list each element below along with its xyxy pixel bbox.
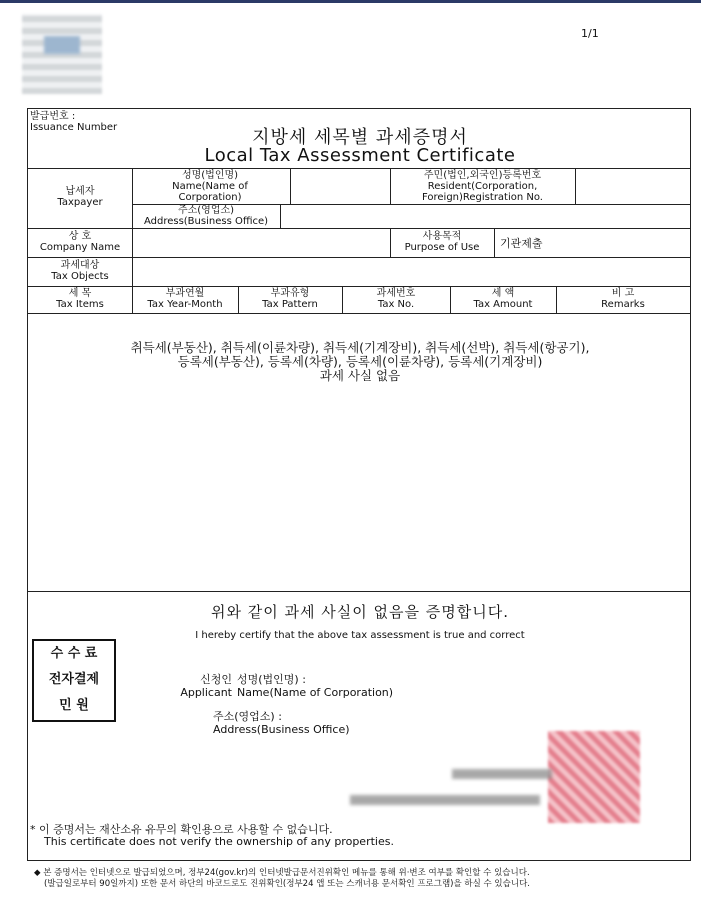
col-en: Tax Items <box>56 299 104 310</box>
company-label-ko: 상 호 <box>68 231 92 242</box>
col-en: Tax Pattern <box>262 299 318 310</box>
official-seal <box>548 731 640 823</box>
address-label-ko: 주소(영업소) <box>177 205 235 216</box>
note-ko: * 이 증명서는 재산소유 유무의 확인용으로 사용할 수 없습니다. <box>30 823 333 836</box>
certify-statement-en: I hereby certify that the above tax assessment is true and correct <box>195 630 525 641</box>
page-number: 1/1 <box>581 27 599 40</box>
registration-label-ko: 주민(법인,외국인)등록번호 <box>423 170 542 181</box>
column-header-tax-pattern <box>238 288 342 310</box>
row-divider <box>28 228 690 229</box>
verification-footer <box>34 868 530 890</box>
company-label-en: Company Name <box>39 242 121 253</box>
title-korean: 지방세 세목별 과세증명서 <box>252 127 468 148</box>
column-header-tax-items <box>28 288 132 310</box>
tax-objects-label <box>28 260 132 282</box>
tax-items-body <box>28 341 692 383</box>
col-en: Tax No. <box>377 299 415 310</box>
applicant-address-en: Address(Business Office) <box>213 723 350 736</box>
tax-objects-label-ko: 과세대상 <box>60 260 100 271</box>
qr-code <box>22 14 102 94</box>
applicant-address-label <box>213 710 350 736</box>
col-ko: 세 액 <box>491 288 515 299</box>
issuer-title-redacted <box>350 795 540 805</box>
tax-objects-label-en: Tax Objects <box>51 271 109 282</box>
col-en: Tax Year-Month <box>147 299 223 310</box>
applicant-label-en: Applicant <box>180 686 232 699</box>
col-divider <box>290 168 291 204</box>
column-header-tax-no <box>342 288 450 310</box>
purpose-value: 기관제출 <box>500 237 543 250</box>
col-divider <box>132 228 133 257</box>
col-en: Tax Amount <box>473 299 533 310</box>
ownership-note <box>30 824 394 848</box>
applicant-label <box>148 673 232 699</box>
name-label-en: Name(Name of Corporation) <box>172 181 248 203</box>
applicant-name-label <box>237 673 393 699</box>
registration-label <box>390 170 575 203</box>
purpose-label-en: Purpose of Use <box>404 242 480 253</box>
registration-label-en: Resident(Corporation, Foreign)Registration No. <box>421 181 543 203</box>
fee-line: 민 원 <box>59 698 89 713</box>
issuance-label-ko: 발급번호 : <box>30 111 76 122</box>
body-line: 등록세(부동산), 등록세(차량), 등록세(이륜차량), 등록세(기계장비) <box>177 354 543 369</box>
col-divider <box>575 168 576 204</box>
top-border-line <box>0 0 701 3</box>
taxpayer-label-en: Taxpayer <box>57 197 103 208</box>
col-divider <box>280 204 281 228</box>
note-en: This certificate does not verify the ownership of any properties. <box>44 835 394 848</box>
footer-line1: ◆ 본 증명서는 인터넷으로 발급되었으며, 정부24(gov.kr)의 인터넷발급문서진위확인 메뉴를 통해 위·변조 여부를 확인할 수 있습니다. <box>34 868 530 878</box>
row-divider <box>28 168 690 169</box>
address-label <box>132 205 280 227</box>
fee-box <box>32 639 116 722</box>
address-label-en: Address(Business Office) <box>143 216 269 227</box>
row-divider <box>28 257 690 258</box>
row-divider <box>28 591 690 592</box>
col-ko: 부과연월 <box>165 288 205 299</box>
certify-statement-ko: 위와 같이 과세 사실이 없음을 증명합니다. <box>211 603 509 621</box>
col-ko: 과세번호 <box>376 288 416 299</box>
issuer-name-redacted <box>452 769 552 779</box>
footer-line2: (발급일로부터 90일까지) 또한 문서 하단의 바코드로도 진위확인(정부24 앱 또는 스캐너용 문서확인 프로그램)을 하실 수 있습니다. <box>44 879 530 889</box>
name-label <box>158 170 262 203</box>
title-english: Local Tax Assessment Certificate <box>204 145 516 166</box>
row-divider <box>28 286 690 287</box>
col-ko: 부과유형 <box>270 288 310 299</box>
applicant-address-ko: 주소(영업소) : <box>213 710 282 723</box>
purpose-label-ko: 사용목적 <box>422 231 462 242</box>
col-ko: 비 고 <box>611 288 635 299</box>
col-divider <box>494 228 495 257</box>
applicant-name-en: Name(Name of Corporation) <box>237 686 394 699</box>
column-header-tax-amount <box>450 288 556 310</box>
certificate-frame <box>27 108 691 861</box>
col-divider <box>132 257 133 286</box>
purpose-label <box>390 231 494 253</box>
col-ko: 세 목 <box>68 288 92 299</box>
fee-line: 수 수 료 <box>50 646 98 661</box>
column-header-tax-year-month <box>132 288 238 310</box>
company-name-label <box>28 231 132 253</box>
row-divider <box>28 313 690 314</box>
body-line: 과세 사실 없음 <box>319 368 401 383</box>
name-label-ko: 성명(법인명) <box>181 170 239 181</box>
body-line: 취득세(부동산), 취득세(이륜차량), 취득세(기계장비), 취득세(선박), 취득세(항공기), <box>130 340 590 355</box>
fee-line: 전자결제 <box>48 672 100 687</box>
taxpayer-label <box>28 186 132 208</box>
applicant-name-ko: 성명(법인명) : <box>237 673 306 686</box>
qr-code-center <box>44 36 80 54</box>
col-en: Remarks <box>601 299 645 310</box>
applicant-label-ko: 신청인 <box>200 673 232 686</box>
issuance-label-en: Issuance Number <box>30 122 118 133</box>
taxpayer-label-ko: 납세자 <box>65 186 95 197</box>
column-header-remarks <box>556 288 690 310</box>
